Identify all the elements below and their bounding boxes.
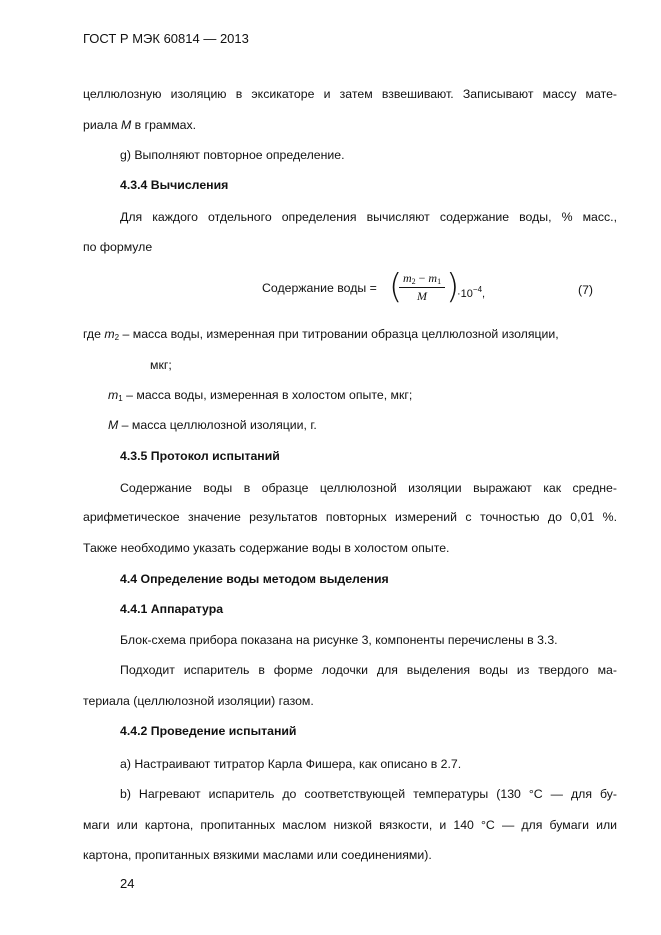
- list-item-a: a) Настраивают титратор Карла Фишера, как описано в 2.7.: [120, 757, 462, 771]
- definition-m2-unit: мкг;: [150, 358, 172, 372]
- paragraph-line: по формуле: [83, 240, 153, 254]
- paragraph-line: Также необходимо указать содержание воды в холостом опыте.: [83, 541, 450, 555]
- paragraph-line: целлюлозную изоляцию в эксикаторе и затем взвешивают. Записывают массу мате-: [83, 87, 617, 101]
- paragraph-line: арифметическое значение результатов повторных измерений с точностью до 0,01 %.: [83, 510, 617, 524]
- section-heading-4-3-5: 4.3.5 Протокол испытаний: [120, 449, 280, 463]
- section-heading-4-4-2: 4.4.2 Проведение испытаний: [120, 724, 297, 738]
- right-paren: ): [446, 267, 460, 307]
- section-heading-4-3-4: 4.3.4 Вычисления: [120, 178, 229, 192]
- formula-number: (7): [578, 283, 594, 297]
- definition-m1: $m_1$ – масса воды, измеренная в холостом опыте, мкг;: [108, 388, 413, 403]
- paragraph-line: маги или картона, пропитанных маслом низкой вязкости, и 140 °С — для бумаги или: [83, 818, 617, 832]
- page-number: 24: [120, 876, 135, 891]
- section-heading-4-4-1: 4.4.1 Аппаратура: [120, 602, 224, 616]
- formula-fraction: [399, 270, 445, 305]
- list-item-b: b) Нагревают испаритель до соответствующей температуры (130 °С — для бу-: [120, 787, 617, 801]
- paragraph-line: картона, пропитанных вязкими маслами или соединениями).: [83, 848, 432, 862]
- paragraph-line: териала (целлюлозной изоляции) газом.: [83, 694, 314, 708]
- list-item-g: g) Выполняют повторное определение.: [120, 148, 345, 162]
- definition-M: M – масса целлюлозной изоляции, г.: [108, 418, 317, 432]
- paragraph-line: риала M в граммах.: [83, 118, 197, 132]
- paragraph-line: Содержание воды в образце целлюлозной изоляции выражают как средне-: [120, 481, 617, 495]
- paragraph-line: Для каждого отдельного определения вычисляют содержание воды, % масс.,: [120, 210, 617, 224]
- formula-label: Содержание воды =: [262, 281, 377, 295]
- definition-m2: где $m_2$ – масса воды, измеренная при титровании образца целлюлозной изоляции,: [83, 327, 559, 342]
- fraction-numerator: $m_2 - m_1$: [399, 270, 445, 288]
- fraction-denominator: M: [417, 289, 427, 303]
- variable-M: M: [120, 118, 132, 132]
- paragraph-line: Блок-схема прибора показана на рисунке 3, компоненты перечислены в 3.3.: [120, 633, 558, 647]
- formula-factor: $\cdot 10^{-4}$,: [457, 285, 486, 300]
- left-paren: (: [389, 267, 403, 307]
- document-header: ГОСТ Р МЭК 60814 — 2013: [83, 31, 249, 46]
- paragraph-line: Подходит испаритель в форме лодочки для выделения воды из твердого ма-: [120, 663, 617, 677]
- section-heading-4-4: 4.4 Определение воды методом выделения: [120, 572, 389, 586]
